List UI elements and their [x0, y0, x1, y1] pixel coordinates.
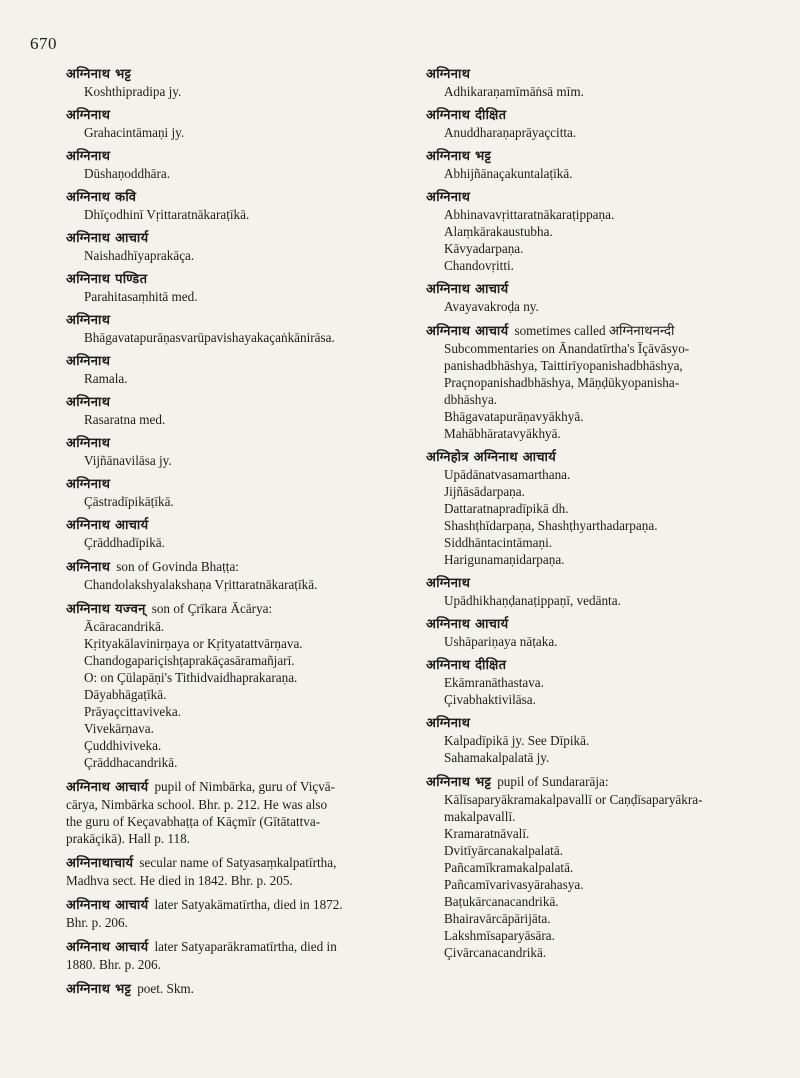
index-entry: [66, 148, 411, 182]
work-title: Abhijñānaçakuntalaṭīkā.: [444, 166, 573, 181]
sanskrit-name: अग्निनाथ आचार्य: [426, 282, 509, 297]
sanskrit-name: अग्निनाथ आचार्य: [426, 617, 509, 632]
sanskrit-name: अग्निनाथ: [426, 67, 471, 82]
index-entry: [66, 854, 411, 889]
entry-heading: [66, 107, 411, 124]
sanskrit-name: अग्निनाथ: [66, 149, 111, 164]
work-title: Chandolakshyalakshaṇa Vṛittaratnākaraṭīkā.: [84, 577, 318, 592]
entry-heading: [66, 394, 411, 411]
sanskrit-name: अग्निनाथाचार्य: [66, 856, 134, 871]
entry-heading: [66, 896, 411, 914]
work-title: Anuddharaṇaprāyaçcitta.: [444, 125, 577, 140]
entry-heading: [66, 435, 411, 452]
index-entry: [426, 575, 781, 609]
entry-note: later Satyaparākramatīrtha, died in: [154, 939, 337, 954]
work-title: Ācāracandrikā.: [84, 619, 165, 634]
work-title: Çuddhiviveka.: [84, 738, 162, 753]
entry-heading: [66, 938, 411, 956]
index-entry: [426, 322, 781, 442]
work-title: Bhāgavatapurāṇavyākhyā.: [444, 409, 584, 424]
work-title: Parahitasaṃhitā med.: [84, 289, 198, 304]
index-entry: [66, 189, 411, 223]
sanskrit-name: अग्निनाथ: [426, 576, 471, 591]
sanskrit-name: अग्निनाथ भट्ट: [426, 775, 492, 790]
work-title: Upādānatvasamarthana.: [444, 467, 571, 482]
entry-heading: [426, 148, 781, 165]
work-title: Prāyaçcittaviveka.: [84, 704, 182, 719]
entry-note: pupil of Nimbārka, guru of Viçvā-: [154, 779, 336, 794]
work-title: Bhairavārcāpārijāta.: [444, 911, 551, 926]
work-title: Chandovṛitti.: [444, 258, 514, 273]
entry-heading: [66, 271, 411, 288]
work-title: panishadbhāshya, Taittirīyopanishadbhāshya,: [444, 358, 683, 373]
entry-heading: [66, 854, 411, 872]
work-title: Dattaratnapradīpikā dh.: [444, 501, 569, 516]
work-title: Avayavakroḍa ny.: [444, 299, 539, 314]
entry-heading: [426, 575, 781, 592]
entry-heading: [426, 449, 781, 466]
work-title: Shashṭhīdarpaṇa, Shashṭhyarthadarpaṇa.: [444, 518, 658, 533]
index-entry: [426, 616, 781, 650]
sanskrit-name: अग्निहोत्र अग्निनाथ आचार्य: [426, 450, 557, 465]
entry-continuation: the guru of Keçavabhaṭṭa of Kāçmīr (Gītātattva-: [66, 814, 321, 829]
work-title: Rasaratna med.: [84, 412, 166, 427]
entry-heading: [66, 476, 411, 493]
sanskrit-name: अग्निनाथ: [66, 108, 111, 123]
index-entry: [426, 773, 781, 961]
sanskrit-name: अग्निनाथ: [66, 560, 111, 575]
work-title: Ekāmranāthastava.: [444, 675, 544, 690]
index-entry: [426, 715, 781, 766]
index-entry: [66, 107, 411, 141]
sanskrit-name: अग्निनाथ कवि: [66, 190, 137, 205]
work-title: Adhikaraṇamīmāṅsā mīm.: [444, 84, 584, 99]
work-title: Dhīçodhinī Vṛittaratnākaraṭīkā.: [84, 207, 250, 222]
entry-heading: [426, 107, 781, 124]
work-title: Kalpadīpikā jy. See Dīpikā.: [444, 733, 590, 748]
sanskrit-name: अग्निनाथ: [426, 716, 471, 731]
sanskrit-name: अग्निनाथ भट्ट: [426, 149, 492, 164]
sanskrit-name: अग्निनाथ: [426, 190, 471, 205]
entry-note: secular name of Satyasaṃkalpatīrtha,: [139, 855, 337, 870]
sanskrit-name: अग्निनाथ: [66, 313, 111, 328]
entry-heading: [66, 148, 411, 165]
work-title: Kāvyadarpaṇa.: [444, 241, 524, 256]
sanskrit-name: अग्निनाथ भट्ट: [66, 67, 132, 82]
index-entry: [66, 938, 411, 973]
left-column: [66, 66, 411, 1005]
entry-heading: [66, 980, 411, 998]
work-title: Çāstradīpikāṭīkā.: [84, 494, 174, 509]
sanskrit-name: अग्निनाथ आचार्य: [66, 231, 149, 246]
sanskrit-name: अग्निनाथ आचार्य: [66, 780, 149, 795]
sanskrit-name: अग्निनाथ आचार्य: [66, 518, 149, 533]
sanskrit-name: अग्निनाथ: [66, 354, 111, 369]
index-entry: [66, 896, 411, 931]
entry-continuation: prakāçikā). Hall p. 118.: [66, 831, 191, 846]
work-title: Praçnopanishadbhāshya, Māṇḍūkyopanisha-: [444, 375, 680, 390]
entry-heading: [426, 657, 781, 674]
work-title: Çivabhaktivilāsa.: [444, 692, 536, 707]
work-title: Çivārcanacandrikā.: [444, 945, 547, 960]
work-title: Dūshaṇoddhāra.: [84, 166, 171, 181]
work-title: Pañcamīkramakalpalatā.: [444, 860, 574, 875]
entry-note: son of Govinda Bhaṭṭa:: [116, 559, 239, 574]
work-title: O: on Çūlapāṇi's Tithidvaidhaprakaraṇa.: [84, 670, 298, 685]
entry-note: pupil of Sundararāja:: [497, 774, 609, 789]
sanskrit-name: अग्निनाथ यज्वन्: [66, 602, 146, 617]
entry-heading: [66, 189, 411, 206]
entry-heading: [66, 353, 411, 370]
entry-heading: [426, 189, 781, 206]
entry-heading: [66, 66, 411, 83]
work-title: Ramala.: [84, 371, 128, 386]
entry-heading: [66, 778, 411, 796]
work-title: Sahamakalpalatā jy.: [444, 750, 550, 765]
work-title: Dvitīyārcanakalpalatā.: [444, 843, 563, 858]
work-title: Grahacintāmaṇi jy.: [84, 125, 185, 140]
entry-note: later Satyakāmatīrtha, died in 1872.: [154, 897, 343, 912]
sanskrit-name: अग्निनाथ: [66, 477, 111, 492]
work-title: Mahābhāratavyākhyā.: [444, 426, 561, 441]
work-title: Koshthipradipa jy.: [84, 84, 182, 99]
work-title: Lakshmīsaparyāsāra.: [444, 928, 555, 943]
index-entry: [426, 107, 781, 141]
entry-heading: [426, 616, 781, 633]
entry-heading: [66, 600, 411, 618]
work-title: Vivekārṇava.: [84, 721, 154, 736]
sanskrit-name: अग्निनाथ आचार्य: [66, 940, 149, 955]
work-title: Kramaratnāvalī.: [444, 826, 530, 841]
index-entry: [66, 230, 411, 264]
index-entry: [426, 657, 781, 708]
entry-heading: [66, 517, 411, 534]
entry-heading: [426, 773, 781, 791]
sanskrit-name: अग्निनाथ आचार्य: [426, 324, 509, 339]
index-entry: [66, 435, 411, 469]
index-entry: [66, 66, 411, 100]
index-entry: [66, 600, 411, 771]
index-entry: [426, 281, 781, 315]
index-entry: [66, 394, 411, 428]
sanskrit-name: अग्निनाथ पण्डित: [66, 272, 148, 287]
entry-heading: [426, 715, 781, 732]
sanskrit-name: अग्निनाथ दीक्षित: [426, 108, 507, 123]
index-entry: [426, 66, 781, 100]
work-title: Baṭukārcanacandrikā.: [444, 894, 559, 909]
entry-continuation: cārya, Nimbārka school. Bhr. p. 212. He was also: [66, 797, 328, 812]
index-entry: [426, 189, 781, 274]
work-title: makalpavallī.: [444, 809, 516, 824]
entry-heading: [426, 281, 781, 298]
entry-heading: [66, 230, 411, 247]
entry-heading: [66, 558, 411, 576]
work-title: Jijñāsādarpaṇa.: [444, 484, 525, 499]
work-title: Dāyabhāgaṭīkā.: [84, 687, 167, 702]
work-title: Kālīsaparyākramakalpavallī or Caṇḍīsaparyākra-: [444, 792, 703, 807]
sanskrit-name: अग्निनाथ: [66, 395, 111, 410]
work-title: dbhāshya.: [444, 392, 498, 407]
work-title: Bhāgavatapurāṇasvarūpavishayakaçaṅkānirāsa.: [84, 330, 335, 345]
work-title: Alaṃkārakaustubha.: [444, 224, 553, 239]
entry-continuation: Bhr. p. 206.: [66, 915, 128, 930]
index-entry: [66, 476, 411, 510]
work-title: Çrāddhacandrikā.: [84, 755, 178, 770]
work-title: Subcommentaries on Ānandatīrtha's Īçāvāsyo-: [444, 341, 690, 356]
work-title: Vijñānavilāsa jy.: [84, 453, 172, 468]
index-entry: [66, 353, 411, 387]
entry-heading: [66, 312, 411, 329]
sanskrit-name: अग्निनाथ दीक्षित: [426, 658, 507, 673]
entry-note: sometimes called अग्निनाथनन्दी: [514, 323, 675, 338]
work-title: Abhinavavṛittaratnākaraṭippaṇa.: [444, 207, 615, 222]
work-title: Naishadhīyaprakāça.: [84, 248, 195, 263]
index-entry: [66, 980, 411, 998]
entry-heading: [426, 66, 781, 83]
sanskrit-name: अग्निनाथ: [66, 436, 111, 451]
work-title: Kṛityakālavinirṇaya or Kṛityatattvārṇava.: [84, 636, 303, 651]
index-entry: [66, 778, 411, 847]
entry-continuation: 1880. Bhr. p. 206.: [66, 957, 161, 972]
index-entry: [66, 558, 411, 593]
page-number: 670: [30, 34, 57, 53]
work-title: Pañcamīvarivasyārahasya.: [444, 877, 584, 892]
work-title: Çrāddhadīpikā.: [84, 535, 165, 550]
index-entry: [66, 312, 411, 346]
right-column: [426, 66, 781, 968]
sanskrit-name: अग्निनाथ आचार्य: [66, 898, 149, 913]
entry-heading: [426, 322, 781, 340]
work-title: Chandogapariçishṭaprakāçasāramañjarī.: [84, 653, 295, 668]
work-title: Harigunamaṇidarpaṇa.: [444, 552, 565, 567]
index-entry: [426, 449, 781, 568]
work-title: Upādhikhaṇḍanaṭippaṇī, vedānta.: [444, 593, 621, 608]
entry-note: poet. Skm.: [137, 981, 194, 996]
index-entry: [66, 271, 411, 305]
work-title: Ushāpariṇaya nāṭaka.: [444, 634, 558, 649]
entry-continuation: Madhva sect. He died in 1842. Bhr. p. 205.: [66, 873, 293, 888]
index-entry: [66, 517, 411, 551]
work-title: Siddhāntacintāmaṇi.: [444, 535, 553, 550]
index-entry: [426, 148, 781, 182]
sanskrit-name: अग्निनाथ भट्ट: [66, 982, 132, 997]
entry-note: son of Çrīkara Ācārya:: [151, 601, 273, 616]
